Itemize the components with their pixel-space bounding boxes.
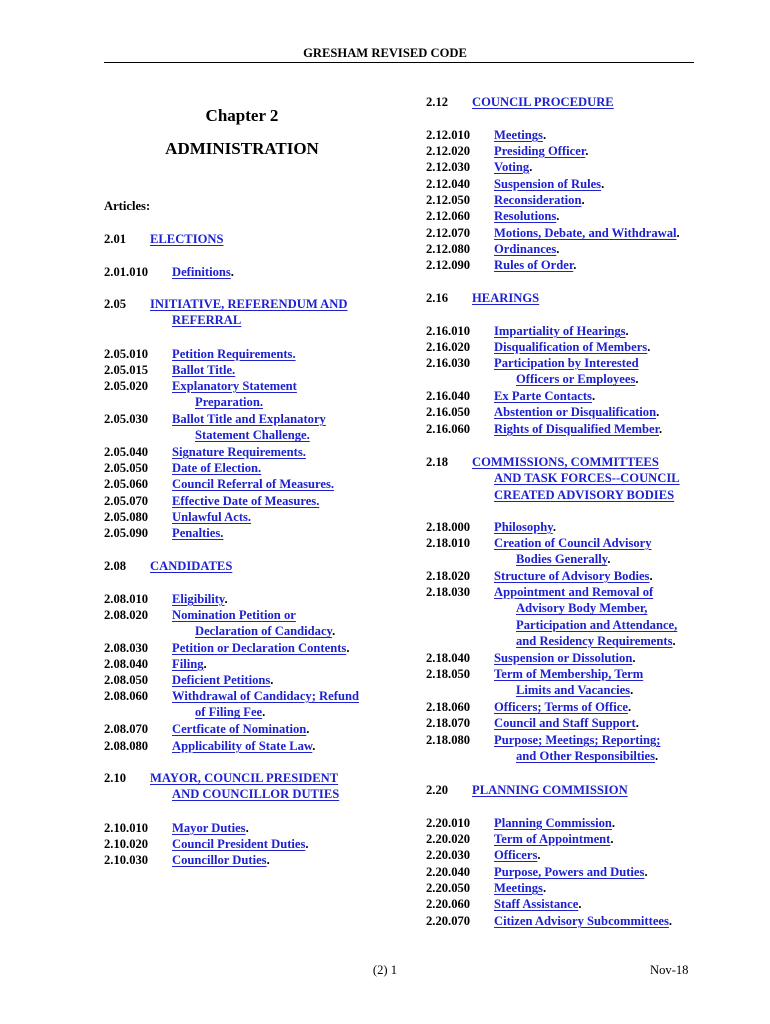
section-link-line (195, 395, 263, 410)
section-link-line (494, 193, 585, 208)
trailing-period: . (542, 881, 547, 895)
section-link-line (494, 667, 643, 682)
section-number: 2.10 (104, 771, 127, 785)
trailing-period: . (203, 657, 207, 671)
section-link-council-president-duties[interactable]: Council President Duties (172, 837, 306, 851)
trailing-period: . (585, 144, 589, 158)
section-link-suspension-or-dissolution[interactable]: Suspension or Dissolution (494, 651, 633, 665)
trailing-period: . (630, 683, 634, 698)
section-number: 2.05.010 (104, 347, 149, 361)
section-link-suspension-of-rules[interactable]: Suspension of Rules (494, 177, 602, 191)
section-link-line (172, 608, 296, 623)
section-link-impartiality-of-hearings[interactable]: Impartiality of Hearings (494, 324, 626, 338)
section-link-line (494, 144, 588, 159)
section-link-hearings[interactable]: HEARINGS (472, 291, 540, 305)
section-link-line (494, 914, 672, 929)
section-link-line (494, 700, 631, 715)
section-link-line (472, 455, 659, 470)
trailing-period: . (542, 128, 547, 142)
chapter-title: ADMINISTRATION (165, 139, 319, 158)
section-number: 2.18.000 (426, 520, 471, 534)
section-link-line (172, 837, 309, 852)
section-number: 2.12.050 (426, 193, 471, 207)
trailing-period: . (607, 552, 611, 567)
section-link-signature-requirements[interactable]: Signature Requirements. (172, 445, 306, 459)
section-link-line (516, 683, 633, 698)
section-link-line (172, 673, 273, 688)
trailing-period: . (556, 242, 560, 256)
section-link-line (516, 372, 639, 387)
trailing-period: . (611, 816, 616, 830)
trailing-period: . (578, 897, 582, 911)
section-number: 2.05.030 (104, 412, 149, 426)
section-number: 2.18.010 (426, 536, 471, 550)
section-number: 2.20.060 (426, 897, 471, 911)
section-link-line (172, 526, 223, 541)
trailing-period: . (266, 853, 270, 867)
section-link-unlawful-acts[interactable]: Unlawful Acts. (172, 510, 252, 524)
trailing-period: . (270, 673, 274, 687)
section-number: 2.08.040 (104, 657, 149, 671)
section-link-officers-or-employees[interactable]: Officers or Employees (516, 372, 636, 387)
section-number: 2.16.060 (426, 422, 471, 436)
trailing-period: . (262, 705, 266, 720)
section-link-and-task-forces-council[interactable]: AND TASK FORCES--COUNCIL (494, 471, 680, 486)
section-number: 2.08.020 (104, 608, 149, 622)
section-link-planning-commission[interactable]: Planning Commission (494, 816, 612, 830)
section-link-reconsideration[interactable]: Reconsideration (494, 193, 582, 207)
section-number: 2.05.020 (104, 379, 149, 393)
section-link-of-filing-fee[interactable]: of Filing Fee (195, 705, 263, 720)
section-link-line (494, 569, 653, 584)
section-link-planning-commission[interactable]: PLANNING COMMISSION (472, 783, 628, 797)
section-number: 2.20.010 (426, 816, 471, 830)
section-number: 2.12.040 (426, 177, 471, 191)
section-link-line (494, 520, 556, 535)
section-number: 2.20.050 (426, 881, 471, 895)
section-number: 2.16.040 (426, 389, 471, 403)
trailing-period: . (591, 389, 596, 403)
section-link-statement-challenge[interactable]: Statement Challenge. (195, 428, 310, 443)
section-link-line (172, 461, 261, 476)
section-link-resolutions[interactable]: Resolutions (494, 209, 557, 223)
section-link-definitions[interactable]: Definitions (172, 265, 231, 279)
section-link-line (172, 592, 228, 607)
section-link-filing[interactable]: Filing (172, 657, 204, 671)
section-link-line (494, 340, 650, 355)
section-link-line (494, 177, 604, 192)
trailing-period: . (230, 265, 234, 279)
section-number: 2.05.070 (104, 494, 149, 508)
section-number: 2.18.020 (426, 569, 471, 583)
section-link-limits-and-vacancies[interactable]: Limits and Vacancies (516, 683, 631, 698)
section-link-certficate-of-nomination[interactable]: Certficate of Nomination (172, 722, 307, 736)
section-link-line (172, 510, 251, 525)
section-link-line (472, 783, 628, 798)
page-header-title: GRESHAM REVISED CODE (303, 46, 467, 60)
section-link-appointment-and-removal-of[interactable]: Appointment and Removal of (494, 585, 654, 599)
section-link-officers[interactable]: Officers (494, 848, 538, 862)
section-link-purpose-meetings-reporting[interactable]: Purpose; Meetings; Reporting; (494, 733, 661, 747)
section-link-council-referral-of-measures[interactable]: Council Referral of Measures. (172, 477, 335, 491)
section-link-citizen-advisory-subcommittees[interactable]: Citizen Advisory Subcommittees (494, 914, 669, 928)
section-link-line (472, 95, 614, 110)
section-number: 2.12.070 (426, 226, 471, 240)
section-number: 2.10.020 (104, 837, 149, 851)
revision-date: Nov-18 (650, 963, 689, 977)
trailing-period: . (581, 193, 585, 207)
section-link-line (494, 897, 581, 912)
trailing-period: . (649, 569, 653, 583)
section-link-explanatory-statement[interactable]: Explanatory Statement (172, 379, 297, 393)
section-link-bodies-generally[interactable]: Bodies Generally (516, 552, 608, 567)
trailing-period: . (529, 160, 533, 174)
section-number: 2.01 (104, 232, 127, 246)
section-link-line (172, 313, 241, 328)
section-link-line (195, 705, 265, 720)
section-link-councillor-duties[interactable]: Councillor Duties (172, 853, 267, 867)
section-link-line (516, 634, 676, 649)
section-link-line (494, 865, 648, 880)
section-link-voting[interactable]: Voting (494, 160, 530, 174)
section-link-disqualification-of-members[interactable]: Disqualification of Members (494, 340, 648, 354)
section-link-line (172, 853, 270, 868)
trailing-period: . (552, 520, 556, 534)
section-link-council-procedure[interactable]: COUNCIL PROCEDURE (472, 95, 614, 109)
trailing-period: . (573, 258, 577, 272)
section-link-withdrawal-of-candidacy-refund[interactable]: Withdrawal of Candidacy; Refund (172, 689, 359, 703)
section-number: 2.08.080 (104, 739, 149, 753)
section-link-and-residency-requirements[interactable]: and Residency Requirements (516, 633, 673, 648)
section-link-line (172, 265, 234, 280)
section-link-ballot-title-and-explanatory[interactable]: Ballot Title and Explanatory (172, 412, 326, 426)
section-link-line (172, 363, 235, 378)
section-link-deficient-petitions[interactable]: Deficient Petitions (172, 673, 271, 687)
section-number: 2.08.030 (104, 641, 149, 655)
section-link-ordinances[interactable]: Ordinances (494, 242, 557, 256)
section-link-line (494, 242, 559, 257)
section-link-line (494, 471, 680, 486)
section-link-line (494, 209, 559, 224)
section-number: 2.18 (426, 455, 449, 469)
section-link-line (150, 771, 338, 786)
trailing-period: . (632, 651, 636, 665)
section-link-line (494, 258, 576, 273)
section-link-line (494, 832, 614, 847)
section-link-line (494, 585, 653, 600)
trailing-period: . (635, 372, 639, 387)
section-link-line (494, 816, 615, 831)
section-link-penalties[interactable]: Penalties. (172, 526, 224, 540)
section-number: 2.08.010 (104, 592, 149, 606)
section-link-line (494, 422, 662, 437)
section-link-participation-by-interested[interactable]: Participation by Interested (494, 356, 639, 370)
section-link-candidates[interactable]: CANDIDATES (150, 559, 233, 573)
section-number: 2.08.060 (104, 689, 149, 703)
trailing-period: . (306, 722, 310, 736)
section-link-line (172, 494, 319, 509)
trailing-period: . (655, 749, 659, 764)
section-link-advisory-body-member[interactable]: Advisory Body Member, (516, 601, 648, 616)
section-number: 2.16.010 (426, 324, 471, 338)
section-number: 2.18.080 (426, 733, 471, 747)
section-link-line (172, 347, 296, 362)
section-link-line (172, 722, 309, 737)
section-link-and-other-responsibilties[interactable]: and Other Responsibilties (516, 749, 656, 764)
section-link-declaration-of-candidacy[interactable]: Declaration of Candidacy (195, 624, 333, 639)
section-link-line (494, 536, 652, 551)
section-link-commissions-committees[interactable]: COMMISSIONS, COMMITTEES (472, 455, 659, 469)
trailing-period: . (610, 832, 614, 846)
section-link-line (150, 297, 347, 312)
section-link-line (172, 787, 339, 802)
trailing-period: . (245, 821, 249, 835)
section-number: 2.05 (104, 297, 127, 311)
trailing-period: . (224, 592, 228, 606)
section-link-line (195, 428, 310, 443)
section-link-line (172, 477, 334, 492)
section-link-ballot-title[interactable]: Ballot Title. (172, 363, 236, 377)
section-link-mayor-duties[interactable]: Mayor Duties (172, 821, 246, 835)
section-link-line (494, 405, 659, 420)
section-number: 2.08 (104, 559, 127, 573)
trailing-period: . (644, 865, 648, 879)
trailing-period: . (676, 226, 680, 240)
trailing-period: . (556, 209, 560, 223)
section-link-motions-debate-and-withdrawal[interactable]: Motions, Debate, and Withdrawal (494, 226, 677, 240)
section-number: 2.18.040 (426, 651, 471, 665)
section-link-creation-of-council-advisory[interactable]: Creation of Council Advisory (494, 536, 652, 550)
section-number: 2.05.090 (104, 526, 149, 540)
section-link-line (172, 739, 315, 754)
section-link-line (494, 848, 541, 863)
section-link-line (494, 128, 546, 143)
section-link-rules-of-order[interactable]: Rules of Order (494, 258, 574, 272)
section-link-staff-assistance[interactable]: Staff Assistance (494, 897, 579, 911)
section-link-line (494, 651, 636, 666)
section-number: 2.05.060 (104, 477, 149, 491)
section-link-referral[interactable]: REFERRAL (172, 313, 242, 328)
section-link-line (516, 749, 658, 764)
trailing-period: . (635, 716, 639, 730)
section-link-and-councillor-duties[interactable]: AND COUNCILLOR DUTIES (172, 787, 340, 802)
trailing-period: . (625, 324, 629, 338)
section-number: 2.16.030 (426, 356, 471, 370)
section-link-line (494, 733, 661, 748)
section-link-line (494, 881, 546, 896)
section-number: 2.10.010 (104, 821, 149, 835)
header-rule (104, 62, 694, 63)
section-number: 2.08.070 (104, 722, 149, 736)
trailing-period: . (627, 700, 632, 714)
section-link-purpose-powers-and-duties[interactable]: Purpose, Powers and Duties (494, 865, 645, 879)
section-link-presiding-officer[interactable]: Presiding Officer (494, 144, 586, 158)
chapter-number: Chapter 2 (205, 106, 279, 125)
section-link-elections[interactable]: ELECTIONS (150, 232, 224, 246)
section-link-date-of-election[interactable]: Date of Election. (172, 461, 262, 475)
section-link-line (494, 389, 595, 404)
section-link-term-of-membership-term[interactable]: Term of Membership, Term (494, 667, 644, 681)
section-link-petition-requirements[interactable]: Petition Requirements. (172, 347, 296, 361)
trailing-period: . (346, 641, 350, 655)
section-link-meetings[interactable]: Meetings (494, 881, 543, 895)
section-number: 2.16.020 (426, 340, 471, 354)
trailing-period: . (601, 177, 605, 191)
trailing-period: . (668, 914, 673, 928)
section-number: 2.20.020 (426, 832, 471, 846)
section-number: 2.18.030 (426, 585, 471, 599)
section-link-eligibility[interactable]: Eligibility (172, 592, 225, 606)
section-link-line (516, 618, 677, 633)
section-link-line (494, 324, 629, 339)
section-link-initiative-referendum-and[interactable]: INITIATIVE, REFERENDUM AND (150, 297, 348, 311)
section-link-council-and-staff-support[interactable]: Council and Staff Support (494, 716, 636, 730)
trailing-period: . (537, 848, 541, 862)
section-number: 2.05.080 (104, 510, 149, 524)
section-link-line (172, 412, 326, 427)
section-link-line (472, 291, 539, 306)
section-number: 2.18.070 (426, 716, 471, 730)
section-number: 2.12.060 (426, 209, 471, 223)
section-number: 2.18.060 (426, 700, 471, 714)
section-number: 2.10.030 (104, 853, 149, 867)
section-number: 2.12.090 (426, 258, 471, 272)
section-number: 2.12.080 (426, 242, 471, 256)
section-number: 2.12.020 (426, 144, 471, 158)
section-link-line (172, 445, 306, 460)
section-number: 2.12.030 (426, 160, 471, 174)
section-link-officers-terms-of-office[interactable]: Officers; Terms of Office (494, 700, 628, 714)
trailing-period: . (647, 340, 651, 354)
section-link-line (494, 716, 639, 731)
section-link-line (494, 488, 674, 503)
page-number: (2) 1 (372, 963, 398, 977)
trailing-period: . (659, 422, 663, 436)
trailing-period: . (332, 624, 336, 639)
section-link-line (516, 601, 647, 616)
section-number: 2.05.050 (104, 461, 149, 475)
section-link-philosophy[interactable]: Philosophy (494, 520, 553, 534)
section-number: 2.12 (426, 95, 449, 109)
trailing-period: . (672, 633, 676, 648)
section-link-line (150, 232, 224, 247)
section-link-line (172, 379, 297, 394)
section-link-line (494, 226, 680, 241)
section-link-ex-parte-contacts[interactable]: Ex Parte Contacts (494, 389, 592, 403)
section-link-line (172, 689, 359, 704)
section-link-meetings[interactable]: Meetings (494, 128, 543, 142)
section-number: 2.05.040 (104, 445, 149, 459)
section-link-line (150, 559, 232, 574)
trailing-period: . (312, 739, 316, 753)
section-link-line (172, 821, 249, 836)
section-link-line (516, 552, 610, 567)
section-link-petition-or-declaration-contents[interactable]: Petition or Declaration Contents (172, 641, 347, 655)
section-number: 2.20.040 (426, 865, 471, 879)
section-link-nomination-petition-or[interactable]: Nomination Petition or (172, 608, 296, 622)
section-link-line (172, 641, 349, 656)
section-link-rights-of-disqualified-member[interactable]: Rights of Disqualified Member (494, 422, 660, 436)
trailing-period: . (305, 837, 309, 851)
articles-label: Articles: (104, 199, 151, 213)
section-link-term-of-appointment[interactable]: Term of Appointment (494, 832, 611, 846)
section-number: 2.18.050 (426, 667, 471, 681)
section-link-effective-date-of-measures[interactable]: Effective Date of Measures. (172, 494, 320, 508)
section-number: 2.08.050 (104, 673, 149, 687)
section-number: 2.20.070 (426, 914, 471, 928)
section-number: 2.12.010 (426, 128, 471, 142)
section-link-participation-and-attendance[interactable]: Participation and Attendance, (516, 617, 678, 632)
section-link-created-advisory-bodies[interactable]: CREATED ADVISORY BODIES (494, 487, 675, 502)
section-link-applicability-of-state-law[interactable]: Applicability of State Law (172, 739, 313, 753)
section-number: 2.16 (426, 291, 449, 305)
section-link-line (195, 624, 335, 639)
section-link-mayor-council-president[interactable]: MAYOR, COUNCIL PRESIDENT (150, 771, 339, 785)
section-link-line (494, 160, 532, 175)
section-link-line (172, 657, 207, 672)
section-link-line (494, 356, 639, 371)
section-number: 2.20.030 (426, 848, 471, 862)
section-number: 2.05.015 (104, 363, 149, 377)
section-number: 2.20 (426, 783, 449, 797)
section-number: 2.16.050 (426, 405, 471, 419)
section-number: 2.01.010 (104, 265, 149, 279)
section-link-preparation[interactable]: Preparation. (195, 395, 263, 410)
trailing-period: . (656, 405, 660, 419)
section-link-abstention-or-disqualification[interactable]: Abstention or Disqualification (494, 405, 657, 419)
section-link-structure-of-advisory-bodies[interactable]: Structure of Advisory Bodies (494, 569, 650, 583)
